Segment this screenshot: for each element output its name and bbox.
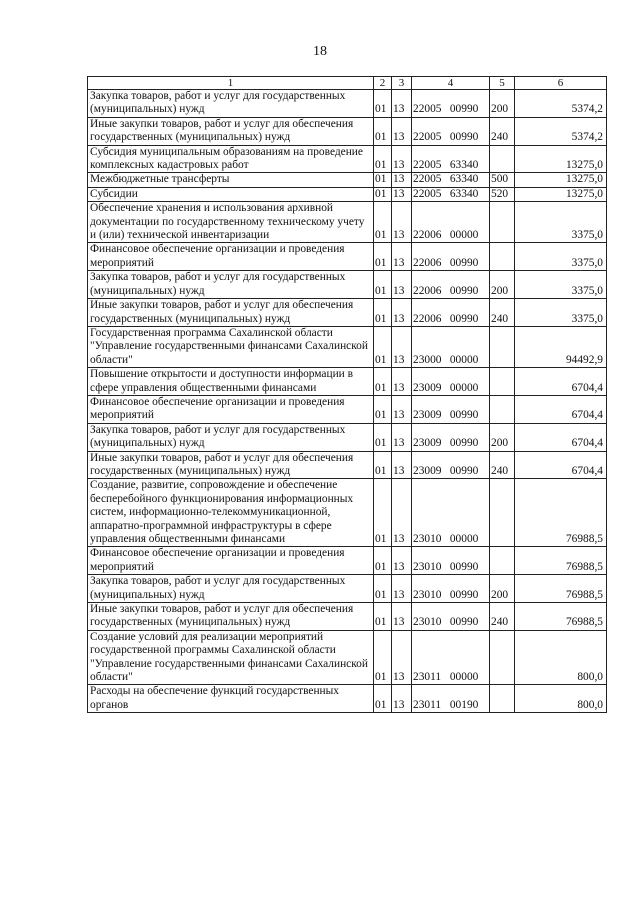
target-direction-code: 00990 [449,588,479,601]
amount-value: 76988,5 [515,479,607,547]
amount-value: 800,0 [515,685,607,713]
subsection-code: 13 [392,145,412,173]
amount-value: 3375,0 [515,243,607,271]
expense-type-code: 240 [490,451,515,479]
subsection-code: 13 [392,243,412,271]
table-row [88,117,607,145]
target-program-code: 23009 [413,381,442,394]
row-name: Финансовое обеспечение организации и проведения мероприятий [88,547,374,575]
section-code: 01 [374,479,392,547]
subsection-code: 13 [392,368,412,396]
amount-value: 6704,4 [515,451,607,479]
section-code: 01 [374,575,392,603]
section-code: 01 [374,90,392,118]
subsection-code: 13 [392,90,412,118]
table-row [88,326,607,367]
section-code: 01 [374,685,392,713]
subsection-code: 13 [392,173,412,187]
column-header-1: 1 [88,77,374,90]
expense-type-code [490,479,515,547]
target-article-code [412,575,490,603]
amount-value: 94492,9 [515,326,607,367]
target-program-code: 22006 [413,229,442,242]
expense-type-code [490,326,515,367]
expense-type-code [490,630,515,685]
amount-value: 3375,0 [515,299,607,327]
target-article-code [412,202,490,243]
table-row [88,547,607,575]
amount-value: 3375,0 [515,202,607,243]
table-row [88,90,607,118]
expense-type-code [490,202,515,243]
expense-type-code [490,395,515,423]
section-code: 01 [374,117,392,145]
table-row [88,187,607,201]
target-program-code: 22005 [413,103,442,116]
expense-type-code [490,368,515,396]
expense-type-code [490,243,515,271]
target-program-code: 22005 [413,131,442,144]
subsection-code: 13 [392,187,412,201]
column-header-5: 5 [490,77,515,90]
table-row [88,202,607,243]
row-name: Закупка товаров, работ и услуг для государственных (муниципальных) нужд [88,575,374,603]
table-row [88,479,607,547]
target-article-code [412,90,490,118]
target-article-code [412,271,490,299]
row-name: Повышение открытости и доступности информации в сфере управления общественными финансами [88,368,374,396]
target-direction-code: 00990 [449,103,479,116]
target-program-code: 22005 [413,173,442,186]
target-direction-code: 00990 [449,131,479,144]
section-code: 01 [374,202,392,243]
target-article-code [412,630,490,685]
target-program-code: 22006 [413,256,442,269]
table-row [88,145,607,173]
section-code: 01 [374,423,392,451]
table-row [88,685,607,713]
target-direction-code: 63340 [449,173,479,186]
expense-type-code: 200 [490,423,515,451]
subsection-code: 13 [392,326,412,367]
subsection-code: 13 [392,271,412,299]
subsection-code: 13 [392,451,412,479]
row-name: Финансовое обеспечение организации и проведения мероприятий [88,395,374,423]
target-program-code: 23010 [413,616,442,629]
table-row [88,173,607,187]
expense-type-code: 200 [490,575,515,603]
row-name: Иные закупки товаров, работ и услуг для обеспечения государственных (муниципальных) нужд [88,299,374,327]
amount-value: 13275,0 [515,187,607,201]
amount-value: 13275,0 [515,173,607,187]
table-row [88,603,607,631]
subsection-code: 13 [392,685,412,713]
amount-value: 800,0 [515,630,607,685]
target-direction-code: 00990 [449,437,479,450]
target-direction-code: 00000 [449,229,479,242]
column-header-3: 3 [392,77,412,90]
section-code: 01 [374,145,392,173]
expense-type-code: 200 [490,90,515,118]
row-name: Государственная программа Сахалинской области "Управление государственными финансами Сахалинской области" [88,326,374,367]
target-program-code: 23009 [413,464,442,477]
target-direction-code: 00990 [449,312,479,325]
target-direction-code: 00990 [449,256,479,269]
table-row [88,423,607,451]
section-code: 01 [374,271,392,299]
target-program-code: 23011 [413,698,442,711]
section-code: 01 [374,451,392,479]
target-direction-code: 63340 [449,159,479,172]
target-program-code: 22005 [413,159,442,172]
expense-type-code: 240 [490,603,515,631]
row-name: Расходы на обеспечение функций государственных органов [88,685,374,713]
target-program-code: 23009 [413,437,442,450]
section-code: 01 [374,395,392,423]
target-article-code [412,368,490,396]
subsection-code: 13 [392,423,412,451]
target-direction-code: 00990 [449,409,479,422]
amount-value: 76988,5 [515,547,607,575]
amount-value: 6704,4 [515,395,607,423]
target-direction-code: 00990 [449,464,479,477]
subsection-code: 13 [392,299,412,327]
target-article-code [412,243,490,271]
table-row [88,575,607,603]
table-row [88,451,607,479]
section-code: 01 [374,603,392,631]
row-name: Иные закупки товаров, работ и услуг для обеспечения государственных (муниципальных) нужд [88,451,374,479]
expense-type-code: 240 [490,117,515,145]
target-article-code [412,685,490,713]
amount-value: 5374,2 [515,90,607,118]
row-name: Иные закупки товаров, работ и услуг для обеспечения государственных (муниципальных) нужд [88,117,374,145]
subsection-code: 13 [392,202,412,243]
target-direction-code: 63340 [449,187,479,200]
target-article-code [412,423,490,451]
section-code: 01 [374,299,392,327]
amount-value: 76988,5 [515,603,607,631]
section-code: 01 [374,326,392,367]
target-program-code: 22006 [413,312,442,325]
table-body [88,90,607,713]
target-direction-code: 00990 [449,560,479,573]
target-article-code [412,299,490,327]
target-article-code [412,173,490,187]
budget-table [87,76,607,713]
amount-value: 13275,0 [515,145,607,173]
target-article-code [412,603,490,631]
target-direction-code: 00190 [449,698,479,711]
page-number: 18 [313,44,327,59]
subsection-code: 13 [392,630,412,685]
table-row [88,630,607,685]
target-article-code [412,145,490,173]
row-name: Субсидия муниципальным образованиям на проведение комплексных кадастровых работ [88,145,374,173]
target-article-code [412,326,490,367]
column-header-2: 2 [374,77,392,90]
expense-type-code [490,145,515,173]
row-name: Создание, развитие, сопровождение и обеспечение бесперебойного функционирования информационных систем, информационно-телекоммуникационной, аппаратно-программной инфраструктуры в сфере управления общественными финансами [88,479,374,547]
row-name: Иные закупки товаров, работ и услуг для обеспечения государственных (муниципальных) нужд [88,603,374,631]
section-code: 01 [374,547,392,575]
expense-type-code [490,547,515,575]
table-row [88,299,607,327]
expense-type-code: 200 [490,271,515,299]
target-program-code: 22006 [413,284,442,297]
amount-value: 76988,5 [515,575,607,603]
row-name: Создание условий для реализации мероприятий государственной программы Сахалинской области "Управление государственными финансами Сахалинской области" [88,630,374,685]
subsection-code: 13 [392,395,412,423]
target-direction-code: 00000 [449,353,479,366]
expense-type-code: 500 [490,173,515,187]
target-article-code [412,479,490,547]
target-direction-code: 00990 [449,616,479,629]
target-direction-code: 00990 [449,284,479,297]
section-code: 01 [374,243,392,271]
target-direction-code: 00000 [449,533,479,545]
column-header-6: 6 [515,77,607,90]
section-code: 01 [374,368,392,396]
subsection-code: 13 [392,479,412,547]
target-program-code: 23000 [413,353,442,366]
amount-value: 5374,2 [515,117,607,145]
target-direction-code: 00000 [449,381,479,394]
row-name: Закупка товаров, работ и услуг для государственных (муниципальных) нужд [88,90,374,118]
target-article-code [412,187,490,201]
table-row [88,368,607,396]
section-code: 01 [374,630,392,685]
target-direction-code: 00000 [449,671,479,684]
subsection-code: 13 [392,547,412,575]
table-row [88,395,607,423]
target-article-code [412,451,490,479]
column-header-4: 4 [412,77,490,90]
row-name: Обеспечение хранения и использования архивной документации по государственному техническому учету и (или) технической инвентаризации [88,202,374,243]
subsection-code: 13 [392,117,412,145]
section-code: 01 [374,173,392,187]
target-program-code: 23010 [413,533,442,545]
row-name: Закупка товаров, работ и услуг для государственных (муниципальных) нужд [88,423,374,451]
table-row [88,271,607,299]
target-program-code: 23010 [413,588,442,601]
target-article-code [412,395,490,423]
column-number-row [88,77,607,90]
target-program-code: 23010 [413,560,442,573]
amount-value: 6704,4 [515,368,607,396]
row-name: Субсидии [88,187,374,201]
target-article-code [412,547,490,575]
target-article-code [412,117,490,145]
row-name: Финансовое обеспечение организации и проведения мероприятий [88,243,374,271]
target-program-code: 23011 [413,671,442,684]
expense-type-code: 520 [490,187,515,201]
target-program-code: 23009 [413,409,442,422]
amount-value: 3375,0 [515,271,607,299]
amount-value: 6704,4 [515,423,607,451]
table-row [88,243,607,271]
subsection-code: 13 [392,575,412,603]
row-name: Закупка товаров, работ и услуг для государственных (муниципальных) нужд [88,271,374,299]
section-code: 01 [374,187,392,201]
target-program-code: 22005 [413,187,442,200]
subsection-code: 13 [392,603,412,631]
row-name: Межбюджетные трансферты [88,173,374,187]
expense-type-code [490,685,515,713]
expense-type-code: 240 [490,299,515,327]
